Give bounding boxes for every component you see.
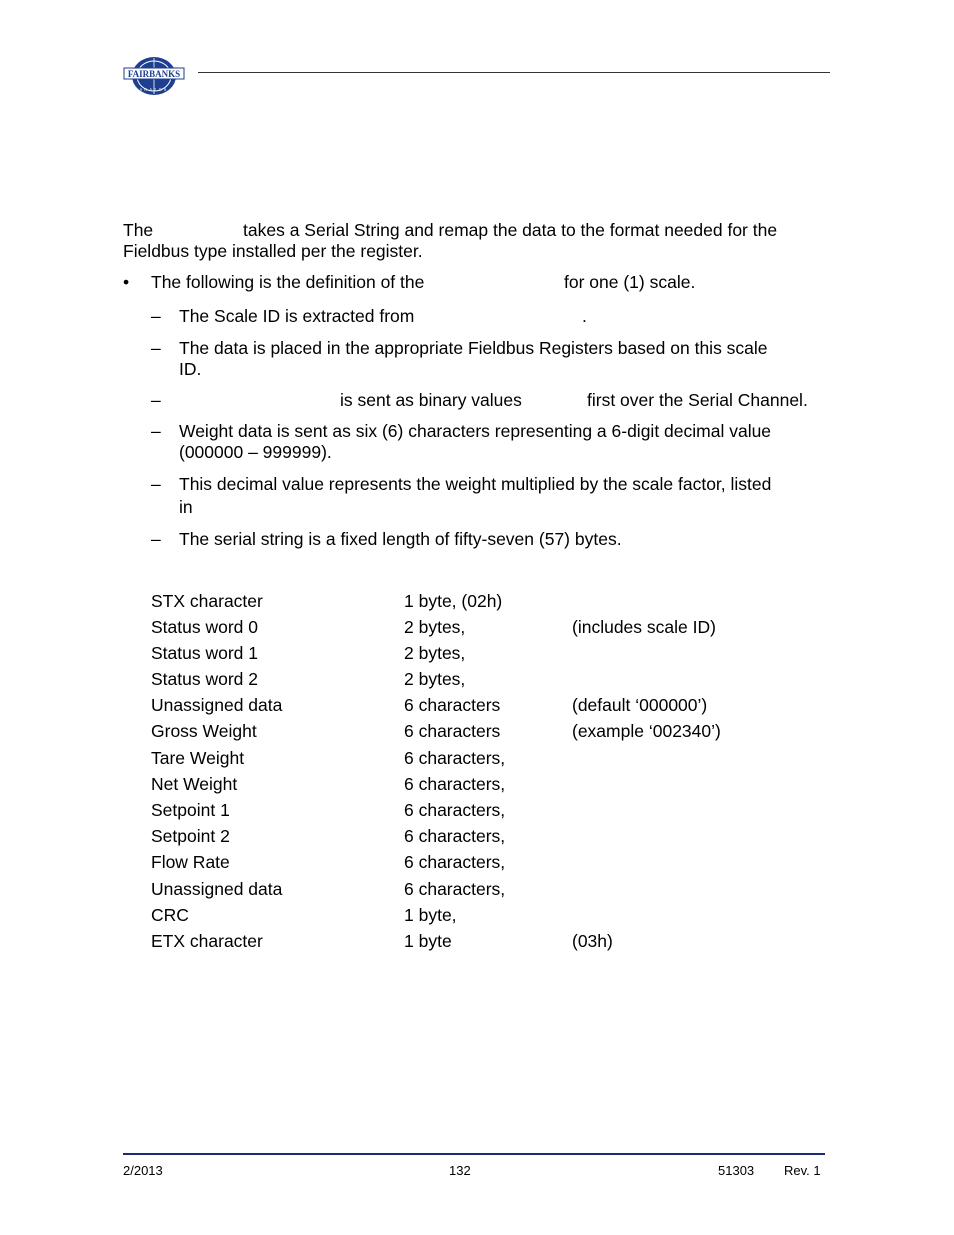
bullet-text-a: The following is the definition of the bbox=[151, 272, 425, 292]
dash-3-text-a: is sent as binary values bbox=[340, 390, 522, 410]
bullet-text-b: for one (1) scale. bbox=[564, 272, 696, 292]
table-row-size: 2 bytes, bbox=[404, 669, 466, 689]
table-row-field: CRC bbox=[151, 905, 189, 925]
table-row-size: 6 characters, bbox=[404, 826, 506, 846]
table-row-size: 2 bytes, bbox=[404, 643, 466, 663]
table-row-size: 6 characters, bbox=[404, 748, 506, 768]
table-row-size: 1 byte bbox=[404, 931, 452, 951]
intro-line-2: Fieldbus type installed per the register. bbox=[123, 241, 423, 261]
dash-3-text-b: first over the Serial Channel. bbox=[587, 390, 808, 410]
dash-glyph: – bbox=[151, 421, 161, 441]
logo-subtext: SCALES bbox=[139, 87, 169, 92]
dash-1-text-b: . bbox=[582, 306, 587, 326]
dash-2-line-1: The data is placed in the appropriate Fieldbus Registers based on this scale bbox=[179, 338, 768, 358]
dash-glyph: – bbox=[151, 306, 161, 326]
table-row-size: 6 characters, bbox=[404, 800, 506, 820]
table-row-field: Status word 0 bbox=[151, 617, 258, 637]
table-row-field: Gross Weight bbox=[151, 721, 257, 741]
dash-5-line-2: in bbox=[179, 497, 193, 517]
table-row-field: Setpoint 1 bbox=[151, 800, 230, 820]
footer-date: 2/2013 bbox=[123, 1163, 163, 1178]
table-row-field: Net Weight bbox=[151, 774, 238, 794]
dash-glyph: – bbox=[151, 390, 161, 410]
table-row-size: 6 characters, bbox=[404, 879, 506, 899]
dash-glyph: – bbox=[151, 529, 161, 549]
dash-4-line-2: (000000 – 999999). bbox=[179, 442, 332, 462]
dash-glyph: – bbox=[151, 338, 161, 358]
dash-5-line-1: This decimal value represents the weight multiplied by the scale factor, listed bbox=[179, 474, 772, 494]
table-row-field: STX character bbox=[151, 591, 263, 611]
table-row-field: Status word 2 bbox=[151, 669, 258, 689]
dash-1-text-a: The Scale ID is extracted from bbox=[179, 306, 415, 326]
footer-rule bbox=[123, 1153, 825, 1155]
dash-glyph: – bbox=[151, 474, 161, 494]
table-row-size: 1 byte, (02h) bbox=[404, 591, 503, 611]
table-row-note: (includes scale ID) bbox=[572, 617, 716, 637]
table-row-field: ETX character bbox=[151, 931, 263, 951]
table-row-size: 2 bytes, bbox=[404, 617, 466, 637]
table-row-note: (example ‘002340’) bbox=[572, 721, 721, 741]
table-row-note: (default ‘000000’) bbox=[572, 695, 708, 715]
table-row-field: Setpoint 2 bbox=[151, 826, 230, 846]
header-rule bbox=[198, 72, 830, 73]
table-row-field: Tare Weight bbox=[151, 748, 245, 768]
dash-4-line-1: Weight data is sent as six (6) characters representing a 6-digit decimal value bbox=[179, 421, 772, 441]
dash-2-line-2: ID. bbox=[179, 359, 202, 379]
bullet-glyph: • bbox=[123, 272, 130, 292]
table-row-field: Status word 1 bbox=[151, 643, 258, 663]
table-row-size: 6 characters, bbox=[404, 852, 506, 872]
table-row-size: 1 byte, bbox=[404, 905, 457, 925]
table-row-note: (03h) bbox=[572, 931, 613, 951]
table-row-size: 6 characters bbox=[404, 695, 501, 715]
footer-page-number: 132 bbox=[449, 1163, 471, 1178]
footer-revision: Rev. 1 bbox=[784, 1163, 821, 1178]
logo-text: FAIRBANKS bbox=[127, 69, 181, 79]
intro-line-1b: takes a Serial String and remap the data to the format needed for the bbox=[243, 220, 778, 240]
fairbanks-logo bbox=[123, 54, 185, 98]
table-row-field: Flow Rate bbox=[151, 852, 230, 872]
intro-line-1a: The bbox=[123, 220, 154, 240]
table-row-size: 6 characters, bbox=[404, 774, 506, 794]
table-row-size: 6 characters bbox=[404, 721, 501, 741]
table-row-field: Unassigned data bbox=[151, 695, 283, 715]
table-row-field: Unassigned data bbox=[151, 879, 283, 899]
dash-6-line-1: The serial string is a fixed length of fifty-seven (57) bytes. bbox=[179, 529, 622, 549]
footer-doc-number: 51303 bbox=[718, 1163, 755, 1178]
